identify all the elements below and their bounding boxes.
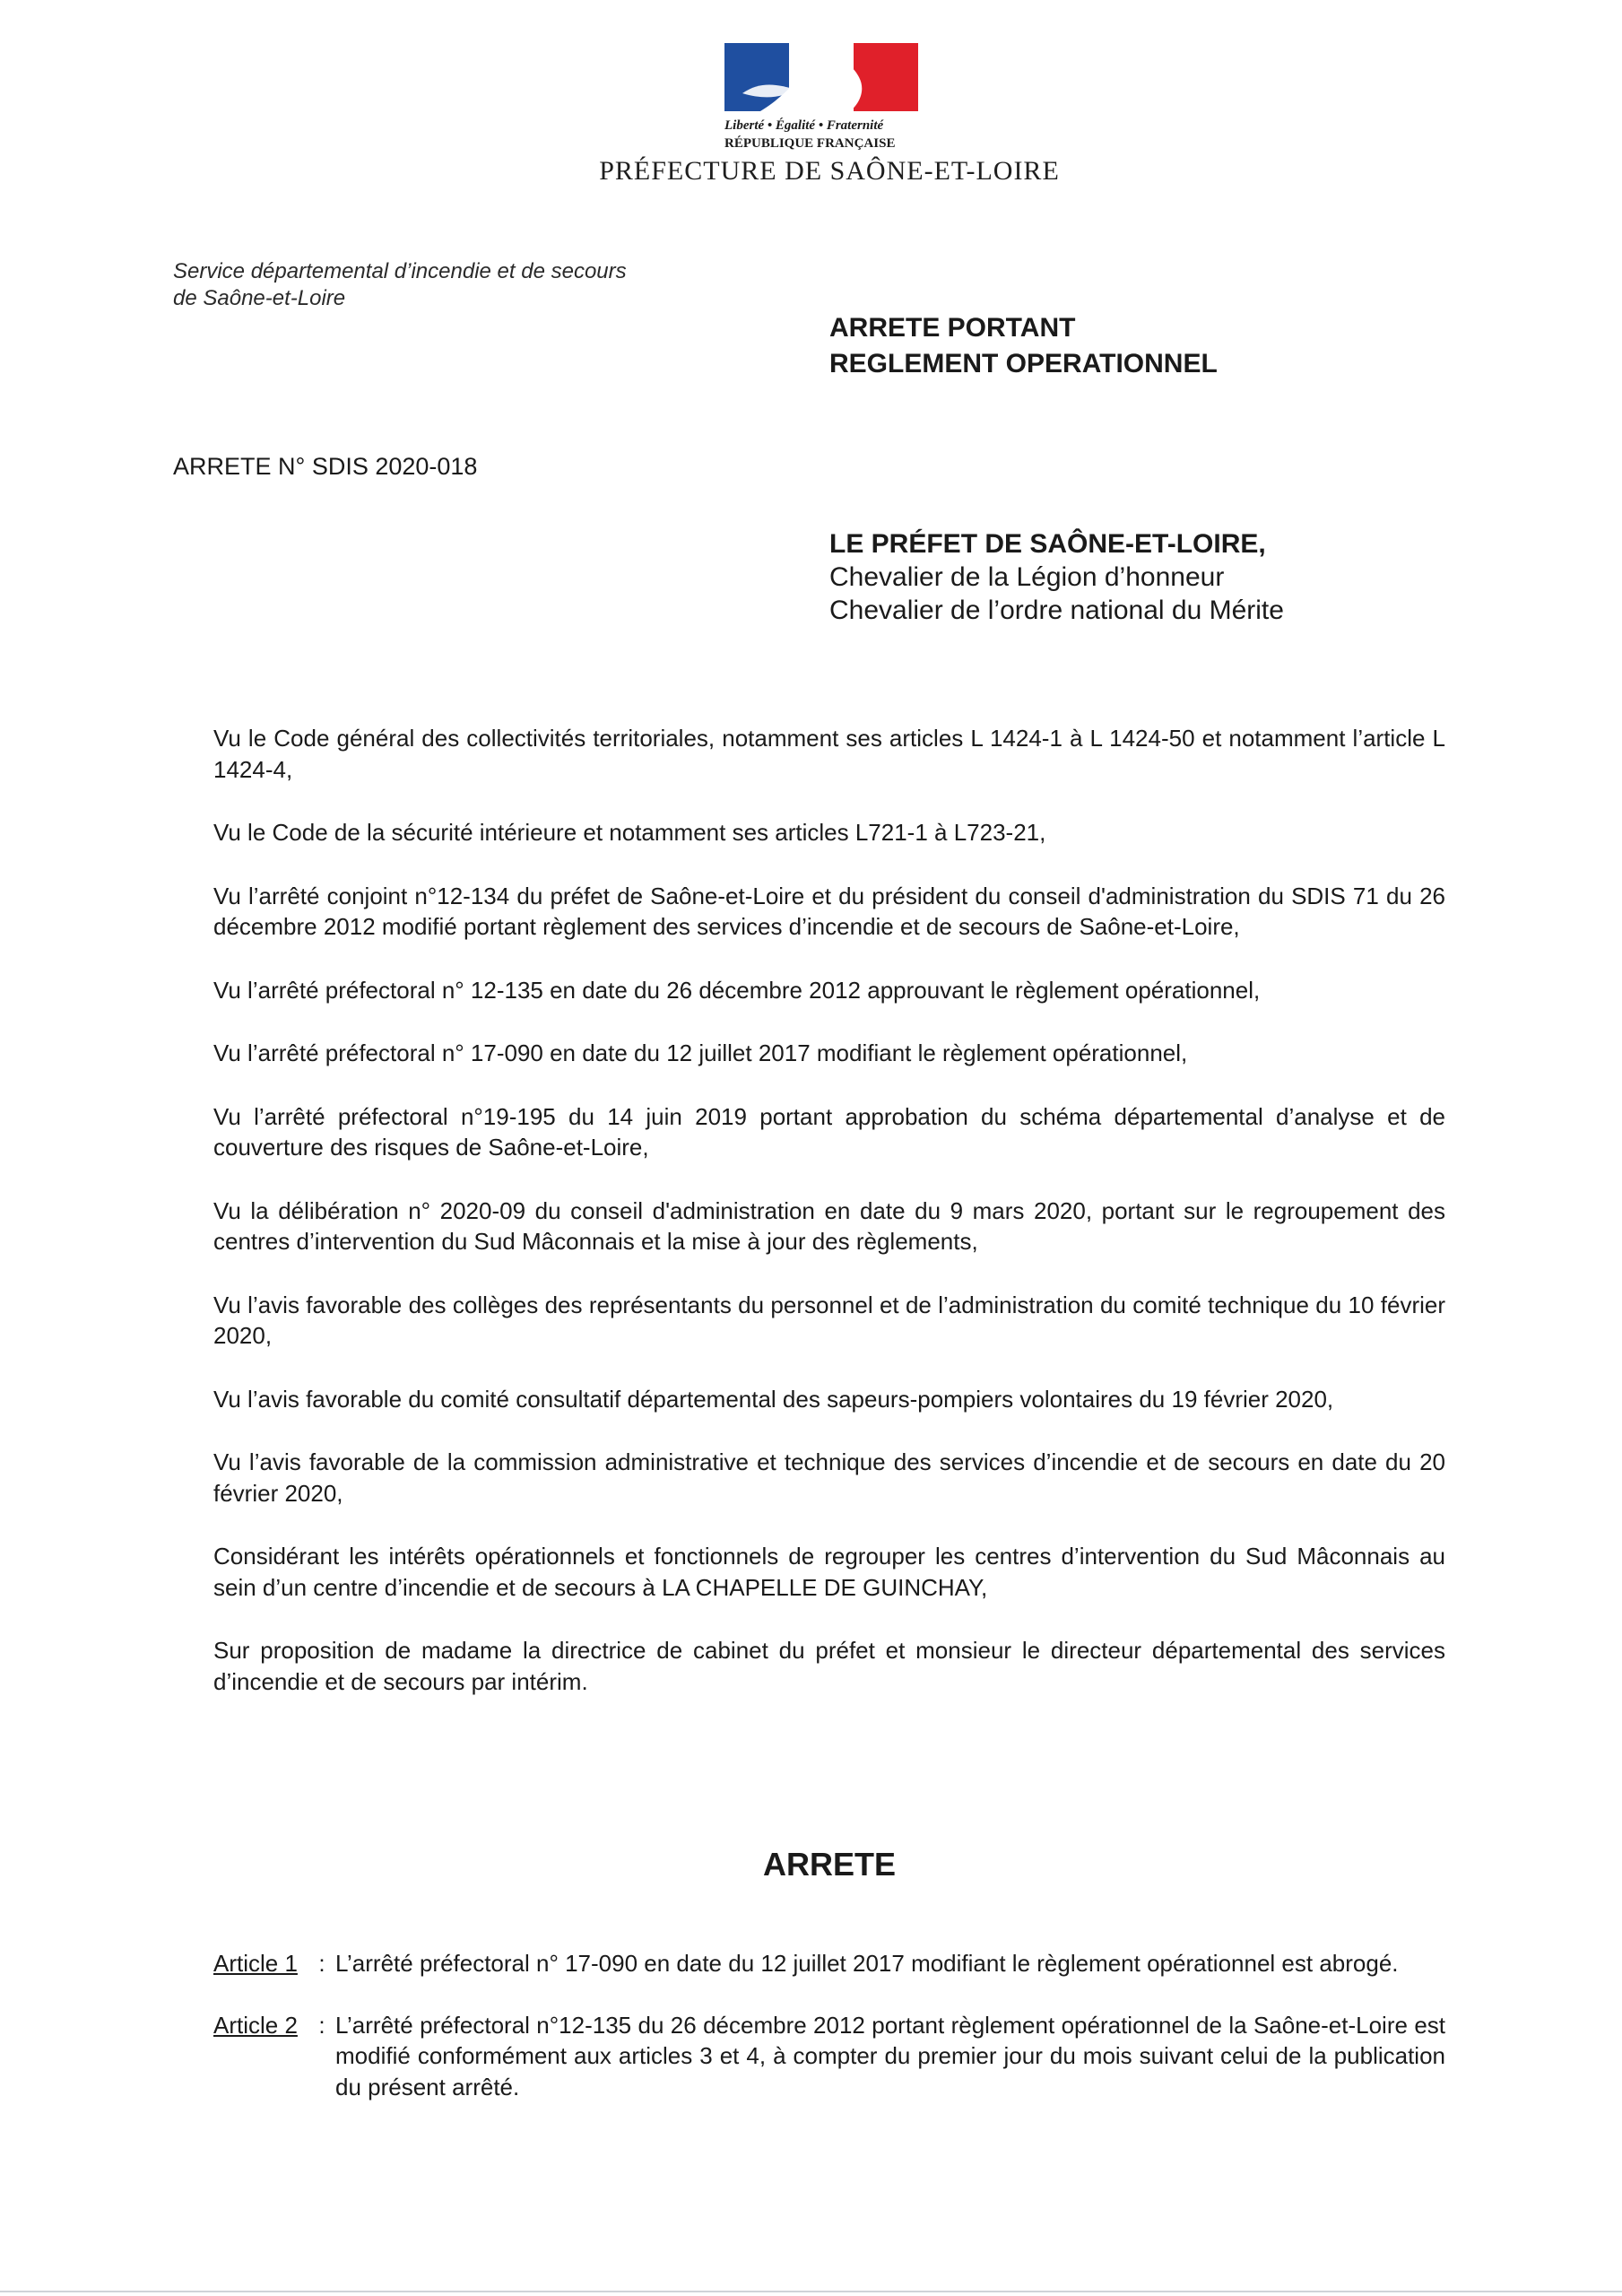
arrete-heading: ARRETE xyxy=(762,1846,896,1883)
article-label: Article 2 xyxy=(213,2011,298,2039)
article-1 xyxy=(213,1948,1445,1979)
proposition-paragraph: Sur proposition de madame la directrice de cabinet du préfet et monsieur le directeur départemental des services d’incendie et de secours par intérim. xyxy=(213,1637,1445,1695)
republique-francaise-logo xyxy=(724,41,940,152)
prefet-block xyxy=(829,527,1284,627)
document-title-line-1: ARRETE PORTANT xyxy=(829,313,1076,343)
visa-paragraph: Vu la délibération n° 2020-09 du conseil d'administration en date du 9 mars 2020, portant sur le regroupement des centres d’intervention du Sud Mâconnais et la mise à jour des règlements, xyxy=(213,1196,1445,1255)
article-text: L’arrêté préfectoral n°12-135 du 26 décembre 2012 portant règlement opérationnel de la Saône-et-Loire est modifié conformément aux articles 3 et 4, à compter du premier jour du mois suivant celui de la publication du présent arrêté. xyxy=(335,2011,1445,2100)
visa-paragraph: Vu l’arrêté conjoint n°12-134 du préfet de Saône-et-Loire et du président du conseil d'administration du SDIS 71 du 26 décembre 2012 modifié portant règlement des services d’incendie et de secours de Saône-et-Loire, xyxy=(213,882,1445,940)
article-separator: : xyxy=(318,2011,325,2039)
document-title-line-2: REGLEMENT OPERATIONNEL xyxy=(829,349,1218,378)
issuing-service xyxy=(173,258,675,312)
article-2 xyxy=(213,2010,1445,2103)
article-separator: : xyxy=(318,1950,325,1977)
visas-list xyxy=(213,723,1445,1729)
visa-paragraph: Vu le Code général des collectivités territoriales, notamment ses articles L 1424-1 à L 1424-50 et notamment l’article L 1424-4, xyxy=(213,725,1445,783)
visa-paragraph: Vu l’avis favorable du comité consultatif départemental des sapeurs-pompiers volontaires du 19 février 2020, xyxy=(213,1385,1334,1413)
visa-paragraph: Vu l’arrêté préfectoral n°19-195 du 14 juin 2019 portant approbation du schéma départemental d’analyse et de couverture des risques de Saône-et-Loire, xyxy=(213,1102,1445,1161)
article-text: L’arrêté préfectoral n° 17-090 en date du 12 juillet 2017 modifiant le règlement opérationnel est abrogé. xyxy=(335,1950,1399,1977)
logo-republic: RÉPUBLIQUE FRANÇAISE xyxy=(724,136,896,151)
arrete-number: ARRETE N° SDIS 2020-018 xyxy=(173,453,478,480)
prefet-title-1: Chevalier de la Légion d’honneur xyxy=(829,562,1225,592)
document-title xyxy=(829,310,1218,382)
visa-paragraph: Vu l’avis favorable de la commission administrative et technique des services d’incendie et de secours en date du 20 février 2020, xyxy=(213,1448,1445,1507)
considerant-paragraph: Considérant les intérêts opérationnels et fonctionnels de regrouper les centres d’intervention du Sud Mâconnais au sein d’un centre d’incendie et de secours à LA CHAPELLE DE GUINCHAY, xyxy=(213,1543,1445,1601)
page-bottom-edge xyxy=(0,2291,1622,2292)
logo-motto: Liberté • Égalité • Fraternité xyxy=(724,118,884,133)
article-label: Article 1 xyxy=(213,1950,298,1977)
visa-paragraph: Vu l’avis favorable des collèges des représentants du personnel et de l’administration du comité technique du 10 février 2020, xyxy=(213,1291,1445,1349)
visa-paragraph: Vu le Code de la sécurité intérieure et notamment ses articles L721-1 à L723-21, xyxy=(213,819,1046,846)
logo-red-band xyxy=(854,43,918,111)
prefecture-header: PRÉFECTURE DE SAÔNE-ET-LOIRE xyxy=(599,156,1060,186)
service-line-2: de Saône-et-Loire xyxy=(173,286,346,310)
prefet-name: LE PRÉFET DE SAÔNE-ET-LOIRE, xyxy=(829,529,1266,559)
visa-paragraph: Vu l’arrêté préfectoral n° 17-090 en date du 12 juillet 2017 modifiant le règlement opérationnel, xyxy=(213,1039,1188,1066)
visa-paragraph: Vu l’arrêté préfectoral n° 12-135 en date du 26 décembre 2012 approuvant le règlement opérationnel, xyxy=(213,976,1261,1004)
articles-list xyxy=(213,1948,1445,2133)
service-line-1: Service départemental d’incendie et de secours xyxy=(173,259,627,283)
prefet-title-2: Chevalier de l’ordre national du Mérite xyxy=(829,596,1284,625)
